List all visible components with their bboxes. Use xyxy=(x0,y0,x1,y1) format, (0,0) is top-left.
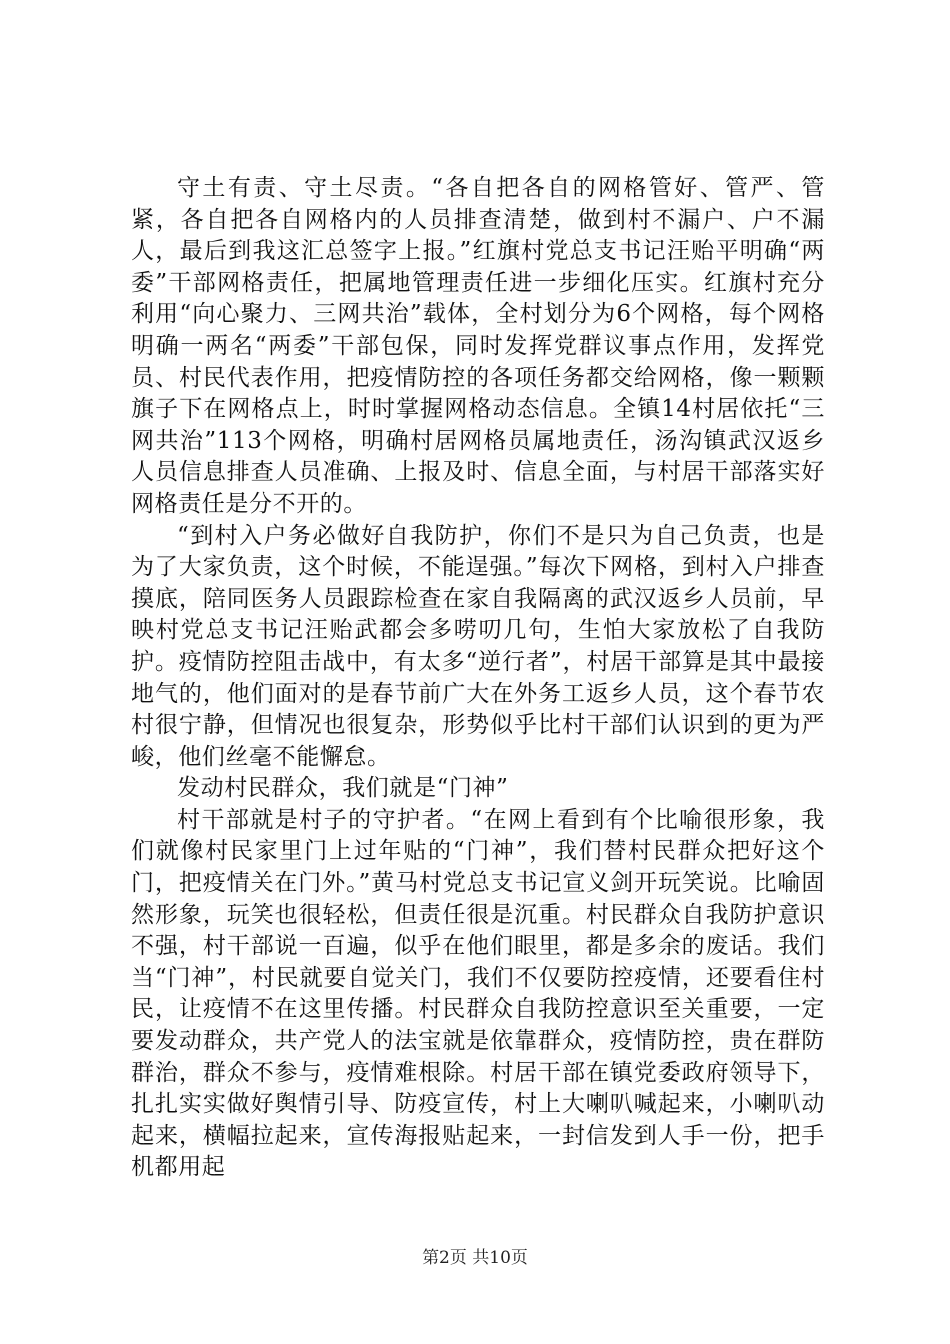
paragraph-1: 守土有责、守土尽责。“各自把各自的网格管好、管严、管紧，各自把各自网格内的人员排查清楚，做到村不漏户、户不漏人，最后到我这汇总签字上报。”红旗村党总支书记汪贻平明确“两委”干部网格责任，把属地管理责任进一步细化压实。红旗村充分利用“向心聚力、三网共治”载体，全村划分为6个网格，每个网格明确一两名“两委”干部包保，同时发挥党群议事点作用，发挥党员、村民代表作用，把疫情防控的各项任务都交给网格，像一颗颗旗子下在网格点上，时时掌握网格动态信息。全镇14村居依托“三网共治”113个网格，明确村居网格员属地责任，汤沟镇武汉返乡人员信息排查人员准确、上报及时、信息全面，与村居干部落实好网格责任是分不开的。 xyxy=(131,175,825,517)
article-body xyxy=(131,173,825,1184)
page-number-footer: 第2页 共10页 xyxy=(422,1248,528,1268)
paragraph-3: 村干部就是村子的守护者。“在网上看到有个比喻很形象，我们就像村民家里门上过年贴的“门神”，我们替村民群众把好这个门，把疫情关在门外。”黄马村党总支书记宣义剑开玩笑说。比喻固然形象，玩笑也很轻松，但责任很是沉重。村民群众自我防护意识不强，村干部说一百遍，似乎在他们眼里，都是多余的废话。我们当“门神”，村民就要自觉关门，我们不仅要防控疫情，还要看住村民，让疫情不在这里传播。村民群众自我防控意识至关重要，一定要发动群众，共产党人的法宝就是依靠群众，疫情防控，贵在群防群治，群众不参与，疫情难根除。村居干部在镇党委政府领导下，扎扎实实做好舆情引导、防疫宣传，村上大喇叭喊起来，小喇叭动起来，横幅拉起来，宣传海报贴起来，一封信发到人手一份，把手机都用起 xyxy=(131,806,825,1181)
paragraph-2: “到村入户务必做好自我防护，你们不是只为自己负责，也是为了大家负责，这个时候，不能逞强。”每次下网格，到村入户排查摸底，陪同医务人员跟踪检查在家自我隔离的武汉返乡人员前，早映村党总支书记汪贻武都会多唠叨几句，生怕大家放松了自我防护。疫情防控阻击战中，有太多“逆行者”，村居干部算是其中最接地气的，他们面对的是春节前广大在外务工返乡人员，这个春节农村很宁静，但情况也很复杂，形势似乎比村干部们认识到的更为严峻，他们丝毫不能懈怠。 xyxy=(131,522,825,770)
section-heading: 发动村民群众，我们就是“门神” xyxy=(177,775,509,802)
